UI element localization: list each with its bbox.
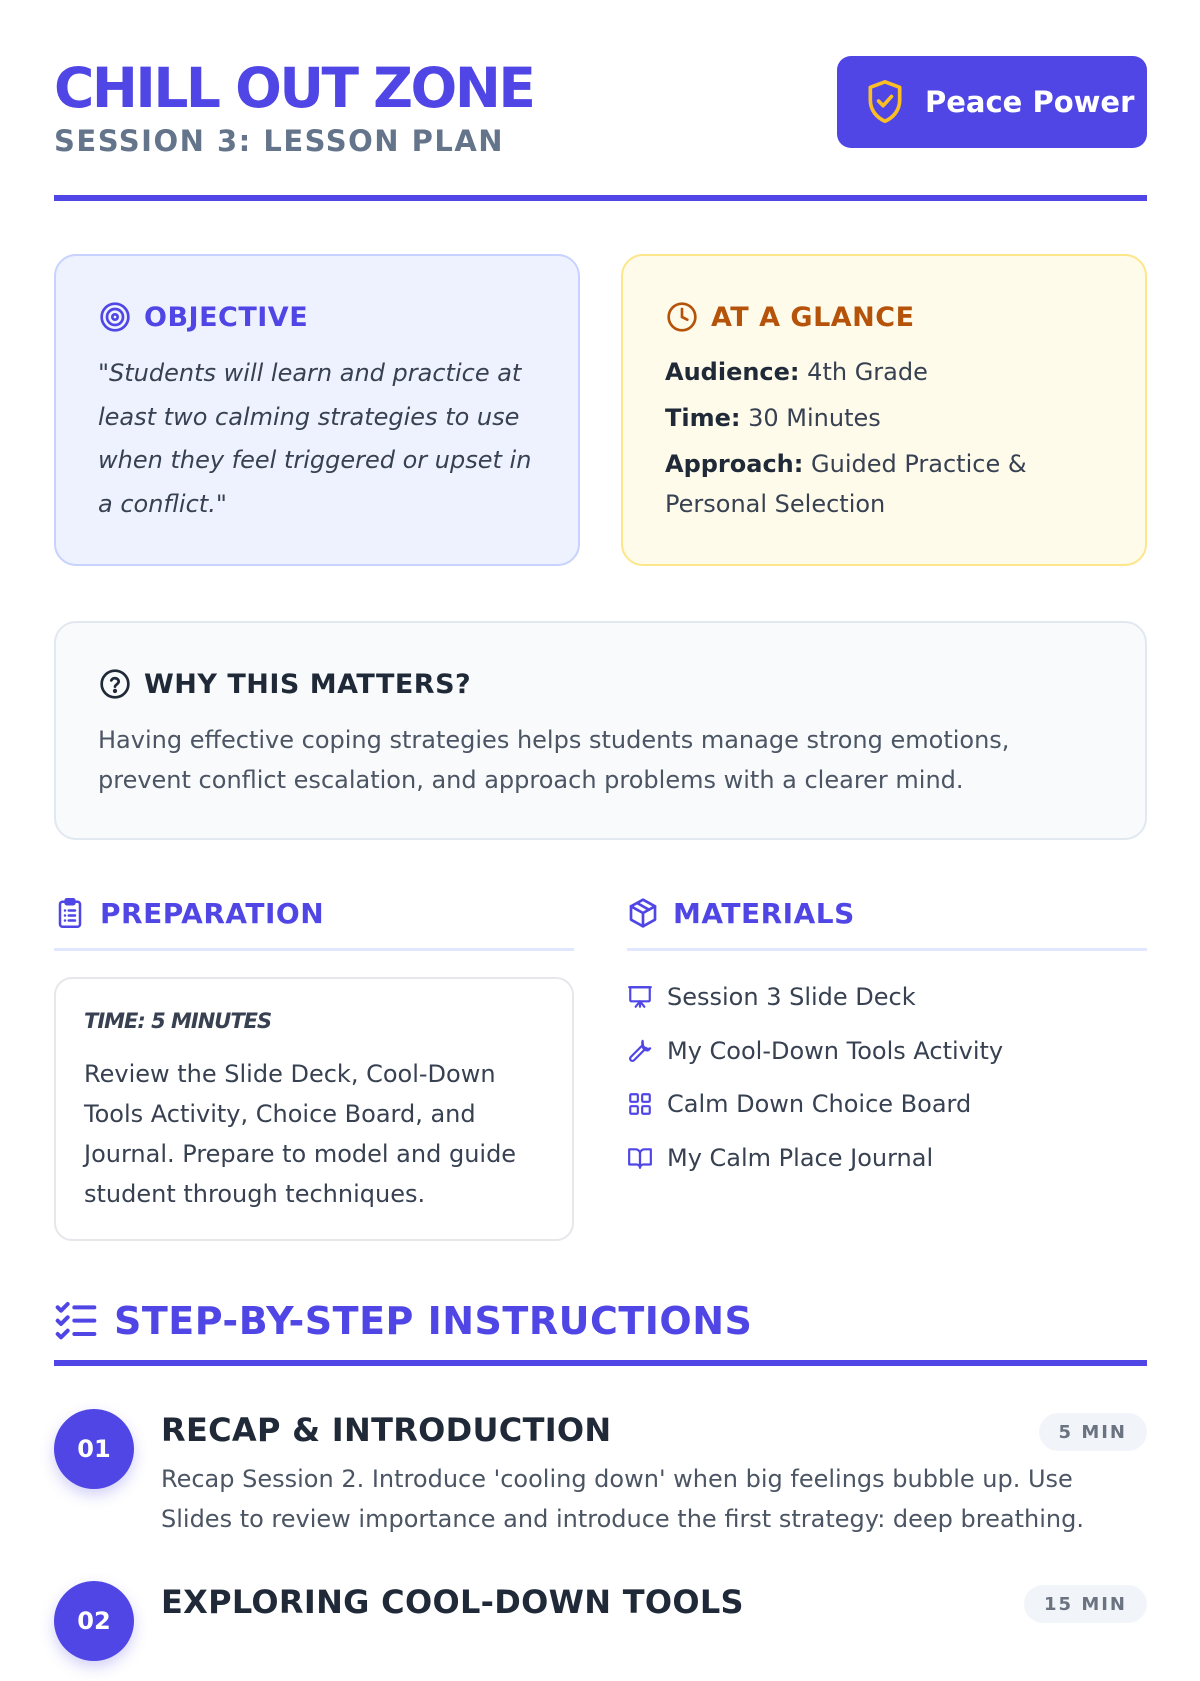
glance-approach-label: Approach: bbox=[665, 450, 804, 478]
preparation-divider bbox=[54, 948, 574, 951]
material-label: My Calm Place Journal bbox=[667, 1143, 934, 1172]
instructions-heading-row bbox=[54, 1297, 752, 1345]
objective-card bbox=[54, 254, 580, 566]
question-circle-icon bbox=[98, 667, 132, 701]
clock-icon bbox=[665, 300, 699, 334]
material-label: Calm Down Choice Board bbox=[667, 1090, 972, 1118]
page-subtitle: SESSION 3: LESSON PLAN bbox=[54, 124, 505, 158]
clipboard-list-icon bbox=[54, 896, 86, 930]
box-icon bbox=[627, 896, 659, 930]
material-label: Session 3 Slide Deck bbox=[667, 983, 916, 1011]
glance-heading: AT A GLANCE bbox=[711, 301, 915, 333]
lesson-plan-page bbox=[54, 0, 1147, 1635]
preparation-time: TIME: 5 MINUTES bbox=[84, 1009, 272, 1033]
step-duration-badge: 5 MIN bbox=[1039, 1413, 1147, 1451]
objective-heading-row bbox=[98, 300, 308, 334]
instructions-divider bbox=[54, 1360, 1147, 1366]
glance-audience bbox=[665, 352, 1105, 392]
glance-time-value: 30 Minutes bbox=[748, 404, 881, 432]
preparation-box bbox=[54, 977, 574, 1241]
instructions-heading: STEP-BY-STEP INSTRUCTIONS bbox=[114, 1299, 753, 1343]
materials-heading: MATERIALS bbox=[673, 896, 855, 930]
step-title: EXPLORING COOL-DOWN TOOLS bbox=[161, 1583, 744, 1621]
why-text: Having effective coping strategies helps students manage strong emotions, prevent conflict escalation, and approach problems with a clearer mind. bbox=[98, 726, 1010, 794]
brand-badge bbox=[837, 56, 1147, 148]
glance-audience-value: 4th Grade bbox=[807, 358, 928, 386]
material-item[interactable] bbox=[627, 1084, 1147, 1124]
why-heading: WHY THIS MATTERS? bbox=[144, 668, 472, 700]
glance-list bbox=[665, 352, 1105, 530]
presentation-icon bbox=[627, 984, 653, 1010]
material-item[interactable] bbox=[627, 1138, 1147, 1178]
grid-icon bbox=[627, 1091, 653, 1117]
glance-audience-label: Audience: bbox=[665, 358, 800, 386]
at-a-glance-card bbox=[621, 254, 1147, 566]
materials-heading-row bbox=[627, 893, 855, 933]
materials-list bbox=[627, 977, 1147, 1191]
page-header bbox=[54, 56, 1147, 201]
step-item bbox=[54, 1581, 1147, 1681]
wrench-icon bbox=[627, 1038, 653, 1064]
objective-heading: OBJECTIVE bbox=[144, 301, 309, 333]
step-title: RECAP & INTRODUCTION bbox=[161, 1411, 612, 1449]
checklist-icon bbox=[54, 1299, 98, 1343]
preparation-text: Review the Slide Deck, Cool-Down Tools Activity, Choice Board, and Journal. Prepare to model and guide student through techniques. bbox=[84, 1060, 517, 1208]
material-item[interactable] bbox=[627, 977, 1147, 1017]
materials-divider bbox=[627, 948, 1147, 951]
step-number: 02 bbox=[54, 1581, 134, 1661]
material-label: My Cool-Down Tools Activity bbox=[667, 1036, 1004, 1065]
material-item[interactable] bbox=[627, 1031, 1147, 1071]
glance-heading-row bbox=[665, 300, 915, 334]
book-open-icon bbox=[627, 1145, 653, 1171]
preparation-heading: PREPARATION bbox=[100, 896, 325, 930]
glance-time bbox=[665, 398, 1105, 438]
page-title: CHILL OUT ZONE bbox=[54, 56, 534, 120]
why-this-matters-card bbox=[54, 621, 1147, 840]
step-duration-badge: 15 MIN bbox=[1024, 1585, 1147, 1623]
preparation-heading-row bbox=[54, 893, 324, 933]
step-description: Recap Session 2. Introduce 'cooling down' when big feelings bubble up. Use Slides to review importance and introduce the first strategy: deep breathing. bbox=[161, 1465, 1084, 1533]
glance-time-label: Time: bbox=[665, 404, 741, 432]
shield-check-icon bbox=[861, 78, 909, 126]
step-item bbox=[54, 1409, 1147, 1539]
brand-label: Peace Power bbox=[925, 85, 1135, 119]
objective-text: "Students will learn and practice at least two calming strategies to use when they feel triggered or upset in a conflict." bbox=[98, 359, 532, 518]
target-icon bbox=[98, 300, 132, 334]
glance-approach bbox=[665, 444, 1105, 524]
why-heading-row bbox=[98, 667, 471, 701]
step-number: 01 bbox=[54, 1409, 134, 1489]
glance-approach-value: Guided Practice & Personal Selection bbox=[665, 450, 1027, 518]
